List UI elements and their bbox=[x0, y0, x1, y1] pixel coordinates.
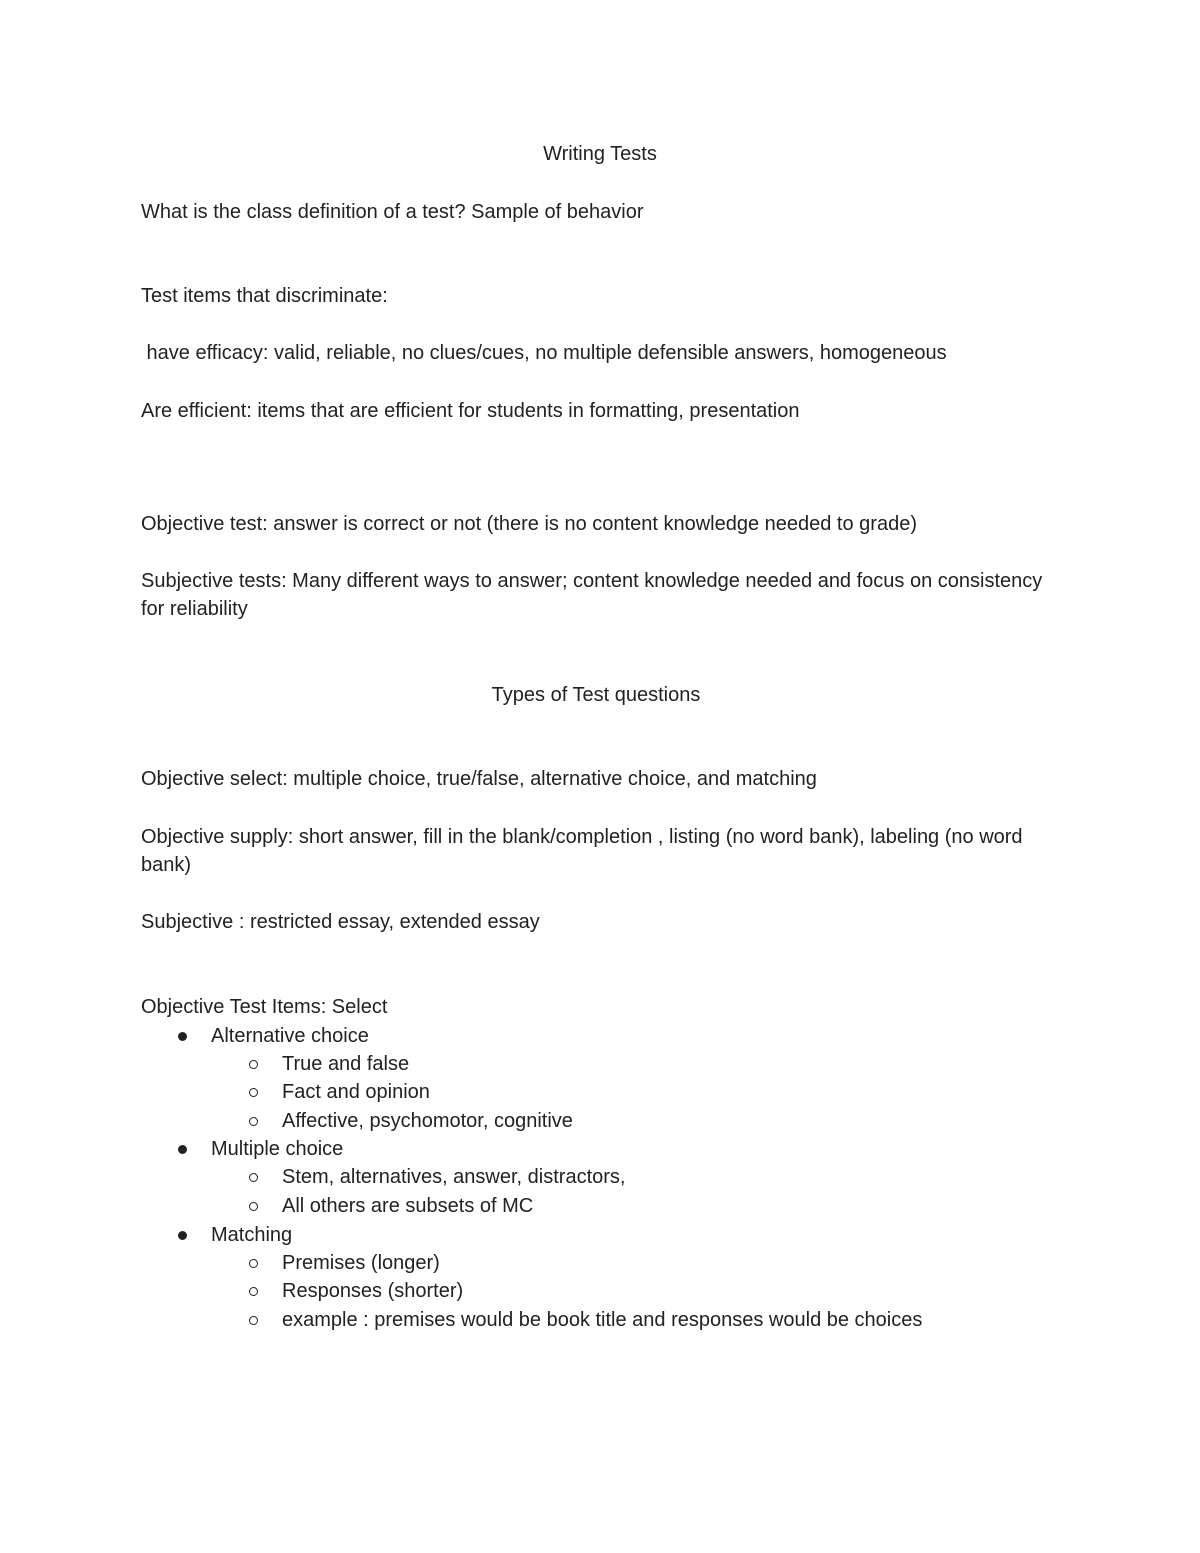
bullet-icon bbox=[178, 1032, 187, 1041]
objective-test-line: Objective test: answer is correct or not (there is no content knowledge needed to grade) bbox=[141, 513, 917, 535]
list-item-label: Affective, psychomotor, cognitive bbox=[282, 1110, 573, 1132]
discriminate-line: Test items that discriminate: bbox=[141, 285, 388, 307]
list-item bbox=[178, 1022, 369, 1050]
list-item bbox=[178, 1221, 293, 1249]
efficient-line: Are efficient: items that are efficient for students in formatting, presentation bbox=[141, 400, 800, 422]
list-item-label: Fact and opinion bbox=[282, 1081, 430, 1103]
section-title-types: Types of Test questions bbox=[491, 684, 701, 706]
list-item bbox=[249, 1192, 534, 1220]
list-item-label: All others are subsets of MC bbox=[282, 1195, 534, 1217]
list-item bbox=[249, 1306, 923, 1334]
list-item bbox=[249, 1107, 573, 1135]
list-item-label: True and false bbox=[282, 1053, 410, 1075]
efficacy-line: have efficacy: valid, reliable, no clues/cues, no multiple defensible answers, homogeneous bbox=[141, 342, 947, 364]
items-heading: Objective Test Items: Select bbox=[141, 996, 388, 1018]
list-item-label: Premises (longer) bbox=[282, 1252, 440, 1274]
list-item bbox=[249, 1078, 430, 1106]
circle-bullet-icon bbox=[249, 1287, 258, 1296]
list-item-label: Multiple choice bbox=[211, 1138, 344, 1160]
circle-bullet-icon bbox=[249, 1259, 258, 1268]
list-item-label: example : premises would be book title and responses would be choices bbox=[282, 1309, 923, 1331]
circle-bullet-icon bbox=[249, 1117, 258, 1126]
definition-line: What is the class definition of a test? Sample of behavior bbox=[141, 201, 644, 223]
list-item-label: Alternative choice bbox=[211, 1025, 369, 1047]
list-item bbox=[249, 1277, 464, 1305]
list-item-label: Responses (shorter) bbox=[282, 1280, 464, 1302]
list-item bbox=[178, 1135, 344, 1163]
bullet-icon bbox=[178, 1231, 187, 1240]
document-title: Writing Tests bbox=[543, 143, 657, 165]
list-item bbox=[249, 1249, 440, 1277]
list-item-label: Matching bbox=[211, 1224, 293, 1246]
circle-bullet-icon bbox=[249, 1173, 258, 1182]
circle-bullet-icon bbox=[249, 1316, 258, 1325]
bullet-icon bbox=[178, 1145, 187, 1154]
list-item bbox=[249, 1050, 410, 1078]
circle-bullet-icon bbox=[249, 1202, 258, 1211]
circle-bullet-icon bbox=[249, 1088, 258, 1097]
objective-select-line: Objective select: multiple choice, true/false, alternative choice, and matching bbox=[141, 768, 817, 790]
list-item-label: Stem, alternatives, answer, distractors, bbox=[282, 1166, 626, 1188]
subjective-line: Subjective : restricted essay, extended essay bbox=[141, 911, 540, 933]
circle-bullet-icon bbox=[249, 1060, 258, 1069]
objective-supply-line: Objective supply: short answer, fill in the blank/completion , listing (no word bank), labeling (no word bank) bbox=[141, 826, 1023, 876]
subjective-tests-line: Subjective tests: Many different ways to answer; content knowledge needed and focus on consistency for reliability bbox=[141, 570, 1043, 620]
list-item bbox=[249, 1163, 626, 1191]
